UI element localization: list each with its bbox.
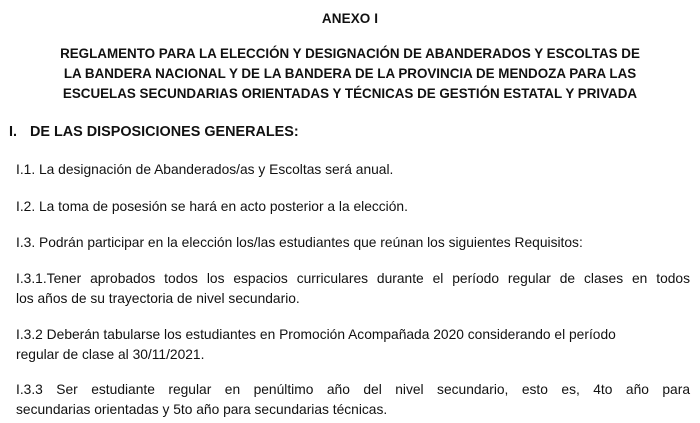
paragraph-line: I.1. La designación de Abanderados/as y Escoltas será anual. <box>16 162 394 177</box>
regulation-title-line: ESCUELAS SECUNDARIAS ORIENTADAS Y TÉCNICAS DE GESTIÓN ESTATAL Y PRIVADA <box>62 86 638 101</box>
paragraph-1-3 <box>16 233 690 253</box>
paragraph-line: I.3. Podrán participar en la elección los/las estudiantes que reúnan los siguientes Requisitos: <box>16 235 583 250</box>
paragraph-line: regular de clase al 30/11/2021. <box>16 347 205 362</box>
paragraph-1-1 <box>16 160 690 180</box>
section-number: I. <box>9 124 17 140</box>
section-title: DE LAS DISPOSICIONES GENERALES: <box>30 124 299 140</box>
paragraph-line: I.3.1.Tener aprobados todos los espacios curriculares durante el período regular de clases en todos <box>16 271 690 286</box>
paragraph-1-3-1 <box>16 269 690 309</box>
paragraph-line: I.2. La toma de posesión se hará en acto posterior a la elección. <box>16 199 408 214</box>
regulation-title-line: REGLAMENTO PARA LA ELECCIÓN Y DESIGNACIÓN DE ABANDERADOS Y ESCOLTAS DE <box>60 46 640 61</box>
annex-title: ANEXO I <box>321 11 379 26</box>
paragraph-1-3-3 <box>16 380 690 420</box>
paragraph-line: I.3.3 Ser estudiante regular en penúltimo año del nivel secundario, esto es, 4to año para <box>16 382 690 397</box>
paragraph-line: los años de su trayectoria de nivel secundario. <box>16 291 300 306</box>
paragraph-1-3-2 <box>16 325 690 365</box>
regulation-title-line: LA BANDERA NACIONAL Y DE LA BANDERA DE LA PROVINCIA DE MENDOZA PARA LAS <box>63 66 637 81</box>
regulation-title <box>0 44 700 104</box>
paragraph-line: I.3.2 Deberán tabularse los estudiantes en Promoción Acompañada 2020 considerando el período <box>16 327 616 342</box>
paragraph-line: secundarias orientadas y 5to año para secundarias técnicas. <box>16 402 388 417</box>
paragraph-1-2 <box>16 197 690 217</box>
section-heading <box>9 124 299 140</box>
